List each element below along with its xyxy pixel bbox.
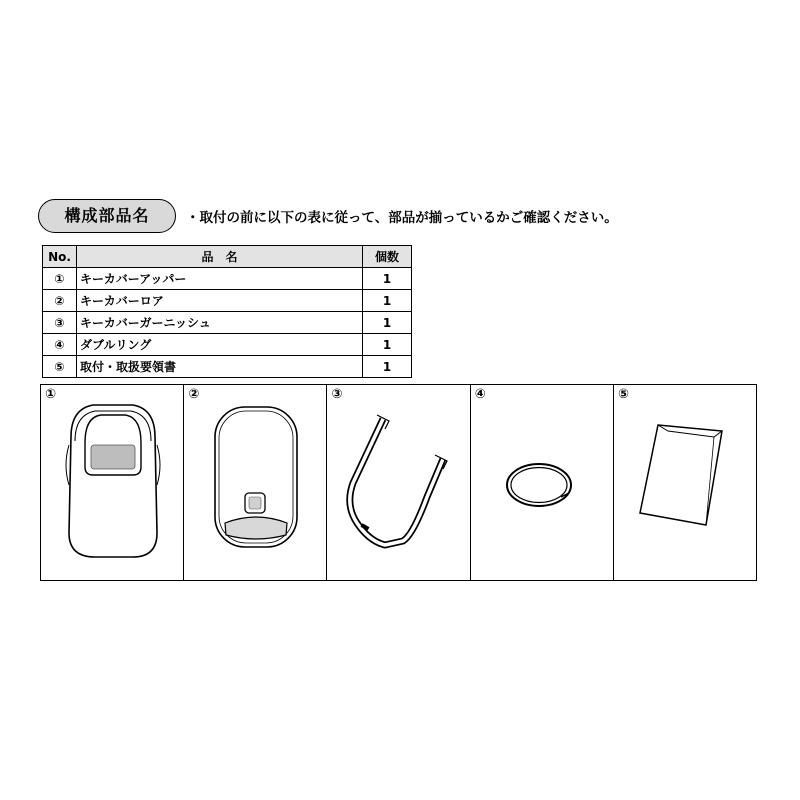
row-no: ⑤ <box>43 356 77 378</box>
key-cover-upper-icon <box>41 385 184 580</box>
panel-key-cover-upper <box>41 385 184 580</box>
panel-key-cover-garnish <box>327 385 470 580</box>
parts-illustrations <box>40 384 757 581</box>
row-no: ② <box>43 290 77 312</box>
parts-table <box>42 245 412 378</box>
row-no: ④ <box>43 334 77 356</box>
panel-key-cover-lower <box>184 385 327 580</box>
row-name: ダブルリング <box>77 334 363 356</box>
panel-number: ② <box>188 387 200 402</box>
table-header-row <box>43 246 412 268</box>
row-qty: 1 <box>363 334 412 356</box>
row-qty: 1 <box>363 312 412 334</box>
row-qty: 1 <box>363 356 412 378</box>
double-ring-icon <box>471 385 614 580</box>
panel-number: ③ <box>331 387 343 402</box>
section-title-badge: 構成部品名 <box>38 199 176 233</box>
row-name: キーカバーアッパー <box>77 268 363 290</box>
table-row <box>43 312 412 334</box>
table-row <box>43 268 412 290</box>
row-no: ① <box>43 268 77 290</box>
table-row <box>43 334 412 356</box>
key-cover-garnish-icon <box>327 385 470 580</box>
header-name: 品 名 <box>77 246 363 268</box>
row-qty: 1 <box>363 290 412 312</box>
panel-number: ④ <box>474 387 486 402</box>
panel-manual <box>614 385 756 580</box>
panel-number: ① <box>45 387 57 402</box>
instruction-note: ・取付の前に以下の表に従って、部品が揃っているかご確認ください。 <box>186 210 618 226</box>
table-row <box>43 290 412 312</box>
header-qty: 個数 <box>363 246 412 268</box>
header-no: No. <box>43 246 77 268</box>
row-name: キーカバーガーニッシュ <box>77 312 363 334</box>
row-name: 取付・取扱要領書 <box>77 356 363 378</box>
row-qty: 1 <box>363 268 412 290</box>
row-name: キーカバーロア <box>77 290 363 312</box>
table-row <box>43 356 412 378</box>
row-no: ③ <box>43 312 77 334</box>
panel-number: ⑤ <box>617 387 629 402</box>
panel-double-ring <box>471 385 614 580</box>
manual-icon <box>614 385 757 580</box>
key-cover-lower-icon <box>184 385 327 580</box>
